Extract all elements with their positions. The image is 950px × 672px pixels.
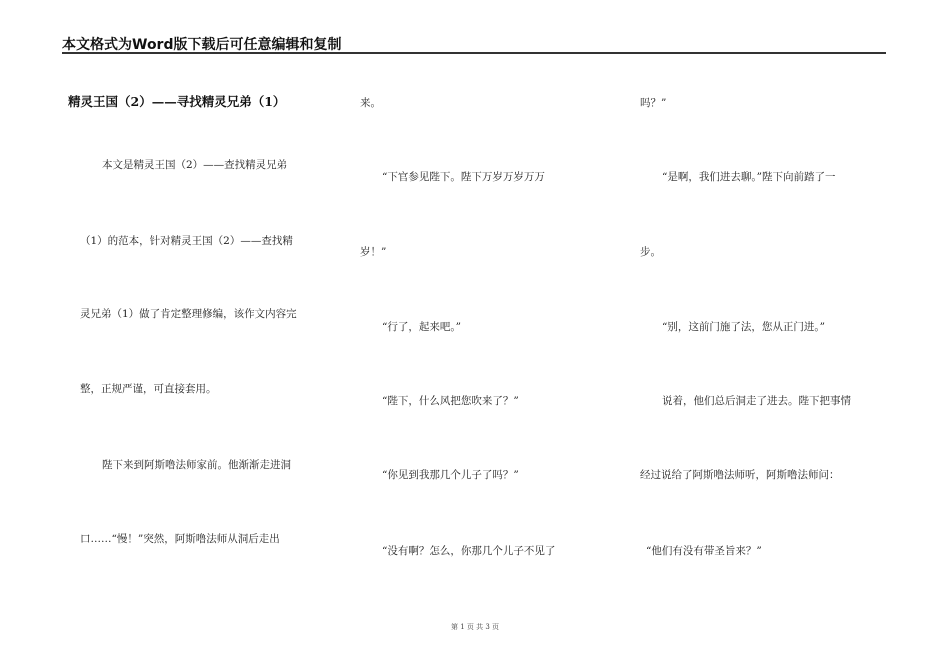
col1-line: 口……“慢！”突然，阿斯噜法师从洞后走出	[80, 533, 280, 545]
col2-line: “陛下，什么风把您吹来了？”	[382, 395, 519, 407]
col3-line: “他们有没有带圣旨来？”	[646, 545, 762, 557]
page-number: 第 1 页 共 3 页	[450, 623, 500, 631]
col3-line: “别，这前门施了法，您从正门进。”	[662, 321, 825, 333]
col2-line: “没有啊？怎么，你那几个儿子不见了	[382, 545, 556, 557]
col2-line: “你见到我那几个儿子了吗？”	[382, 469, 519, 481]
col2-line: 岁！”	[360, 246, 387, 258]
col2-line: 来。	[360, 97, 381, 109]
col3-line: 步。	[640, 246, 661, 258]
header-title: 本文格式为Word版下载后可任意编辑和复制	[62, 37, 342, 53]
col3-line: “是啊，我们进去聊。”陛下向前踏了一	[662, 171, 836, 183]
col1-line: 陛下来到阿斯噜法师家前。他渐渐走进洞	[102, 459, 291, 471]
col3-line: 吗？”	[640, 97, 667, 109]
col3-line: 经过说给了阿斯噜法师听，阿斯噜法师问：	[640, 469, 840, 481]
col2-line: “行了，起来吧。”	[382, 321, 461, 333]
col1-line: 本文是精灵王国（2）——查找精灵兄弟	[102, 159, 288, 171]
col1-line: （1）的范本，针对精灵王国（2）——查找精	[80, 235, 293, 247]
header-divider	[62, 52, 886, 54]
col3-line: 说着，他们总后洞走了进去。陛下把事情	[662, 395, 851, 407]
col1-line: 灵兄弟（1）做了肯定整理修编，该作文内容完	[80, 308, 297, 320]
col1-line: 整，正规严谨，可直接套用。	[80, 383, 217, 395]
col2-line: “下官参见陛下。陛下万岁万岁万万	[382, 171, 545, 183]
document-title: 精灵王国（2）——寻找精灵兄弟（1）	[68, 94, 286, 109]
